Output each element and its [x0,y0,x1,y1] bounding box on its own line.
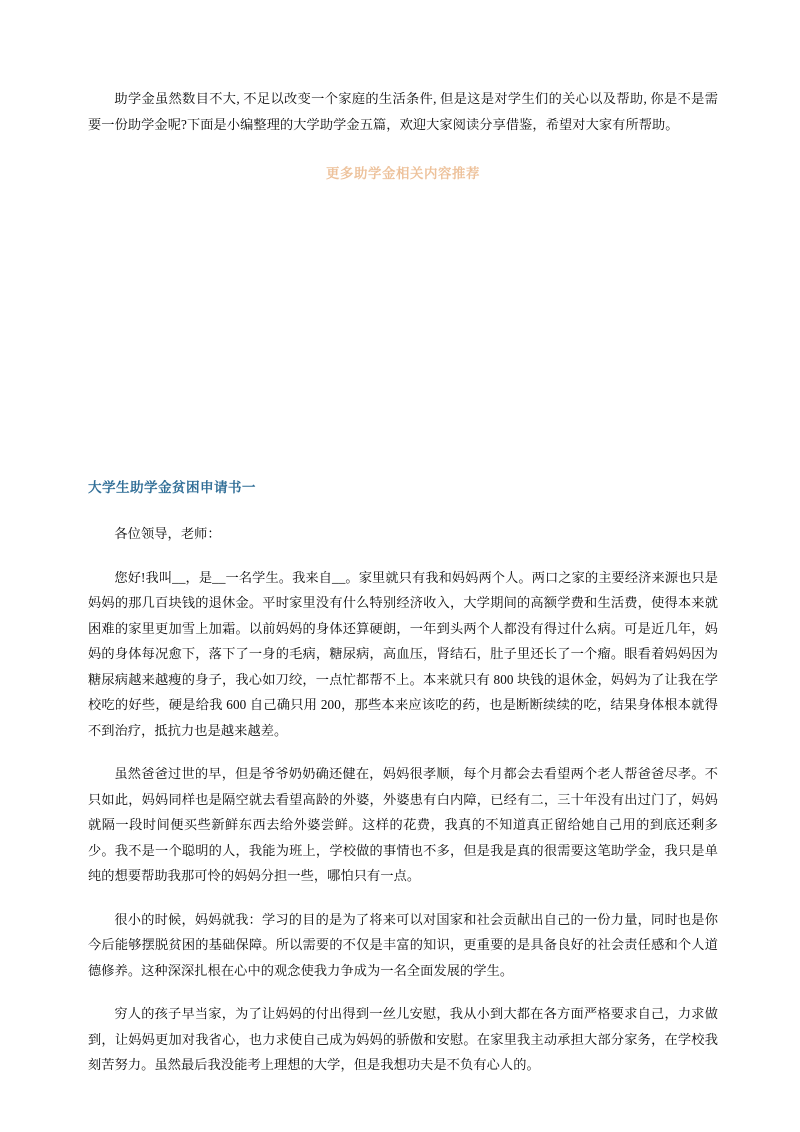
intro-paragraph: 助学金虽然数目不大, 不足以改变一个家庭的生活条件, 但是这是对学生们的关心以及帮助, 你是不是需要一份助学金呢?下面是小编整理的大学助学金五篇，欢迎大家阅读分享借鉴，希望对大家有所帮助。 [88,91,718,132]
article-section [88,477,718,1078]
article-paragraph-4: 穷人的孩子早当家，为了让妈妈的付出得到一丝儿安慰，我从小到大都在各方面严格要求自己，力求做到，让妈妈更加对我省心，也力求使自己成为妈妈的骄傲和安慰。在家里我主动承担大部分家务，在学校我刻苦努力。虽然最后我没能考上理想的大学，但是我想功夫是不负有心人的。 [88,1006,718,1072]
document-content-column [88,0,718,1078]
article-paragraph-2: 虽然爸爸过世的早，但是爷爷奶奶确还健在，妈妈很孝顺，每个月都会去看望两个老人帮爸爸尽孝。不只如此，妈妈同样也是隔空就去看望高龄的外婆，外婆患有白内障，已经有二，三十年没有出过门了，妈妈就隔一段时间便买些新鲜东西去给外婆尝鲜。这样的花费，我真的不知道真正留给她自己用的到底还剩多少。我不是一个聪明的人，我能为班上，学校做的事情也不多，但是我是真的很需要这笔助学金，我只是单纯的想要帮助我那可怜的妈妈分担一些，哪怕只有一点。 [88,766,718,883]
blank-placeholder-region [88,185,718,477]
intro-block [88,86,718,185]
article-salutation: 各位领导，老师： [114,526,221,541]
article-paragraph-1: 您好!我叫__，是__一名学生。我来自__。家里就只有我和妈妈两个人。两口之家的主要经济来源也只是妈妈的那几百块钱的退休金。平时家里没有什么特别经济收入，大学期间的高额学费和生活费，使得本来就困难的家里更加雪上加霜。以前妈妈的身体还算硬朗，一年到头两个人都没有得过什么病。可是近几年，妈妈的身体每况愈下，落下了一身的毛病，糖尿病，高血压，肾结石，肚子里还长了一个瘤。眼看着妈妈因为糖尿病越来越瘦的身子，我心如刀绞，一点忙都帮不上。本来就只有 800 块钱的退休金，妈妈为了让我在学校吃的好些，硬是给我 600 自己确只用 200，那些本来应该吃的药，也是断断续续的吃，结果身体根本就得不到治疗，抵抗力也是越来越差。 [88,569,718,738]
article-heading: 大学生助学金贫困申请书一 [88,480,256,495]
article-paragraph-3: 很小的时候，妈妈就我：学习的目的是为了将来可以对国家和社会贡献出自己的一份力量，同时也是你今后能够摆脱贫困的基础保障。所以需要的不仅是丰富的知识，更重要的是具备良好的社会责任感和个人道德修养。这种深深扎根在心中的观念使我力争成为一名全面发展的学生。 [88,911,718,978]
promo-recommendation-text: 更多助学金相关内容推荐 [326,166,480,181]
